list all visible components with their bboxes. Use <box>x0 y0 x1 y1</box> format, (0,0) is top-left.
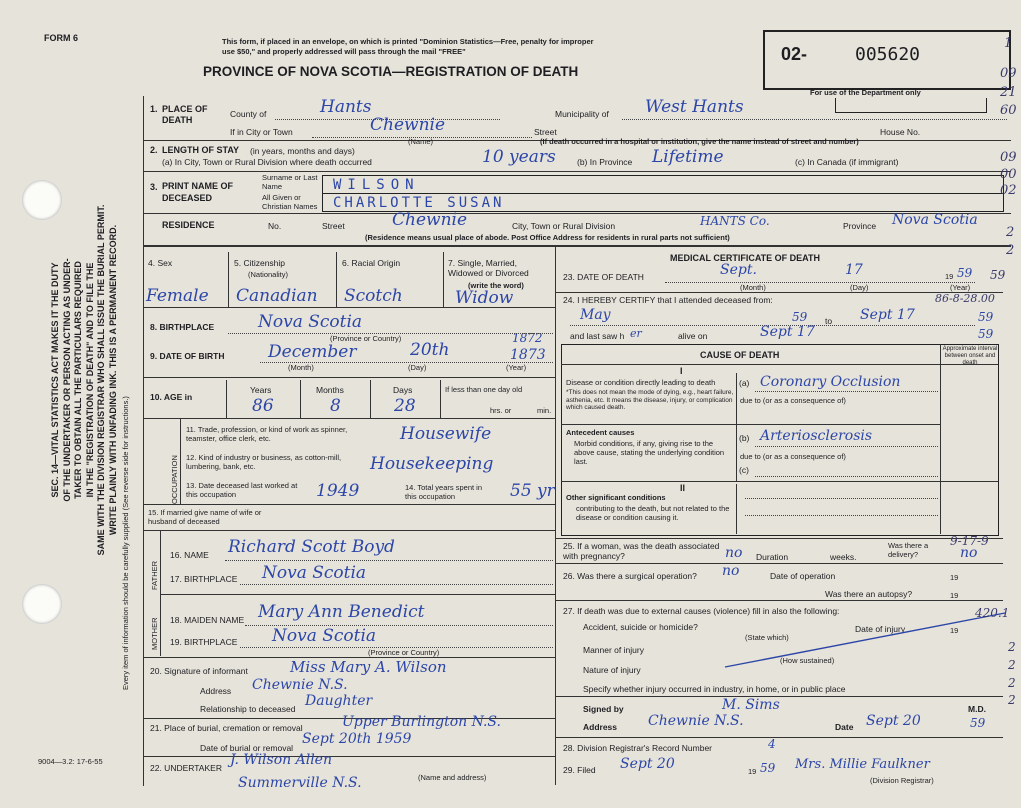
alive-year: 59 <box>978 327 994 341</box>
dob-month-caption: (Month) <box>288 363 314 372</box>
dob-month: December <box>268 342 357 362</box>
part-2-label: II <box>680 483 686 493</box>
stay-b-label: (b) In Province <box>577 157 633 167</box>
strike-line <box>720 605 1010 675</box>
min-label: min. <box>537 406 552 415</box>
residence-province-value: Nova Scotia <box>892 212 978 228</box>
c-label: (c) <box>739 465 749 475</box>
notice-line-5: SAME WITH THE DIVISION REGISTRAR WHO SHALL ISSUE THE BURIAL PERMIT. <box>96 204 106 556</box>
stay-units: (in years, months and days) <box>250 146 355 156</box>
marital-label: 7. Single, Married, Widowed or Divorced <box>448 258 529 278</box>
burial-label: 21. Place of burial, cremation or removal <box>150 723 303 733</box>
divider-2 <box>143 171 1011 172</box>
citizenship-value: Canadian <box>236 286 318 306</box>
cause-a: Coronary Occlusion <box>760 374 901 390</box>
racial-value: Scotch <box>344 286 403 306</box>
form-label: FORM 6 <box>44 33 79 43</box>
age-days: 28 <box>394 396 416 416</box>
part-1-label: I <box>680 366 683 376</box>
margin-code-10: 86-8-28.00 <box>935 292 995 305</box>
citizenship-label: 5. Citizenship <box>234 258 286 268</box>
stay-b-value: Lifetime <box>652 147 724 167</box>
place-label: PLACE OF DEATH <box>162 104 208 125</box>
registrar-caption: (Division Registrar) <box>870 776 934 785</box>
margin-code-16: 2 <box>1008 676 1016 690</box>
injury-year: 19 <box>950 626 959 635</box>
mother-birthplace-label: 19. BIRTHPLACE <box>170 637 238 647</box>
informant-sig-label: 20. Signature of informant <box>150 666 248 676</box>
last-saw-label: and last saw h <box>570 331 625 341</box>
hrs-label: hrs. or <box>490 406 512 415</box>
physician-date-label: Date <box>835 722 854 732</box>
last-worked-value: 1949 <box>316 481 360 501</box>
due-to-b: due to (or as a consequence of) <box>740 452 846 461</box>
margin-code-8: 2 <box>1006 225 1015 240</box>
birthplace-value: Nova Scotia <box>258 312 363 332</box>
item-2-num: 2. <box>150 145 158 155</box>
informant-address-label: Address <box>200 686 232 696</box>
reg-prefix: 02- <box>781 44 808 64</box>
md-label: M.D. <box>968 704 986 714</box>
months-label: Months <box>316 385 344 395</box>
physician-year: 59 <box>970 716 986 730</box>
attended-to: Sept 17 <box>860 307 915 323</box>
death-year-caption: (Year) <box>950 283 971 292</box>
residence-street-label: Street <box>322 221 345 231</box>
surname-box <box>322 175 1004 194</box>
delivery-label: Was there a delivery? <box>888 541 929 559</box>
notice-line-2: OF THE UNDERTAKER OR PERSON ACTING AS UNDER- <box>61 258 72 502</box>
residence-province-label: Province <box>843 221 877 231</box>
alive-date: Sept 17 <box>760 324 815 340</box>
stay-a-value: 10 years <box>482 147 556 167</box>
name-label: PRINT NAME OF DECEASED <box>162 181 233 203</box>
death-month: Sept. <box>720 262 757 278</box>
dob-year-caption: (Year) <box>506 363 527 372</box>
registration-number-box <box>763 30 1011 90</box>
county-value: Hants <box>320 97 372 117</box>
mother-name: Mary Ann Benedict <box>258 602 425 622</box>
how-sustained: (How sustained) <box>780 656 835 665</box>
name-caption: (Name) <box>408 137 434 146</box>
violence-label: 27. If death was due to external causes (violence) fill in also the following: <box>563 606 840 616</box>
undertaker-address: Summerville N.S. <box>238 775 362 791</box>
house-label: House No. <box>880 127 921 137</box>
last-worked-label: 13. Date deceased last worked at this occupation <box>186 481 298 499</box>
notice-line-6: WRITE PLAINLY WITH UNFADING INK. THIS IS A PERMANENT RECORD. <box>107 224 118 536</box>
margin-code-3: 21 <box>1000 85 1017 100</box>
dept-use-note: For use of the Department only <box>810 88 921 97</box>
birthplace-label: 8. BIRTHPLACE <box>150 322 215 332</box>
antecedent-small: Morbid conditions, if any, giving rise to the above cause, stating the underlying condition last. <box>574 439 725 466</box>
death-month-caption: (Month) <box>740 283 766 292</box>
autopsy-label: Was there an autopsy? <box>825 589 913 599</box>
municipality-value: West Hants <box>645 97 744 117</box>
death-day: 17 <box>845 262 863 278</box>
trade-value: Housewife <box>400 424 492 444</box>
filed-year: 59 <box>760 761 776 775</box>
write-word: (write the word) <box>468 281 524 290</box>
cause-b: Arteriosclerosis <box>760 428 873 444</box>
mother-side-label: MOTHER <box>150 617 159 650</box>
hospital-note: (If death occurred in a hospital or institution, give the name instead of street and number) <box>540 137 859 146</box>
notice-line-1: SEC. 14—VITAL STATISTICS ACT MAKES IT THE DUTY <box>50 262 60 498</box>
attended-from: May <box>580 307 611 323</box>
father-birthplace-label: 17. BIRTHPLACE <box>170 574 238 584</box>
registrar-name: Mrs. Millie Faulkner <box>795 757 930 772</box>
margin-code-15: 2 <box>1008 658 1016 672</box>
manner-label: Manner of injury <box>583 645 644 655</box>
form-code: 9004—3.2: 17-6-55 <box>38 757 103 766</box>
residence-no-label: No. <box>268 221 282 231</box>
days-label: Days <box>393 385 413 395</box>
filed-date: Sept 20 <box>620 756 675 772</box>
residence-division: HANTS Co. <box>700 214 770 228</box>
industry-value: Housekeeping <box>370 454 494 474</box>
death-year-prefix: 19 <box>945 272 954 281</box>
death-year: 59 <box>957 266 973 280</box>
street-label: Street <box>534 127 557 137</box>
dept-use-box <box>835 98 987 113</box>
age-months: 8 <box>330 396 341 416</box>
less-than-day: If less than one day old <box>445 385 523 394</box>
burial-place: Upper Burlington N.S. <box>342 714 501 730</box>
registrar-record-label: 28. Division Registrar's Record Number <box>563 743 713 753</box>
margin-code-1: 1 <box>1004 36 1013 51</box>
immediate-small: *This does not mean the mode of dying, e.g., heart failure, asthenia, etc. It means the disease, injury, or complication which caused death. <box>566 389 734 411</box>
surname-value: WILSON <box>333 177 420 193</box>
signed-label: Signed by <box>583 704 624 714</box>
other-small: contributing to the death, but not related to the disease or condition causing it. <box>576 504 730 522</box>
alive-on-label: alive on <box>678 331 708 341</box>
attended-to-year: 59 <box>978 310 994 324</box>
total-years-value: 55 yr <box>510 481 555 501</box>
relationship-label: Relationship to deceased <box>200 704 296 714</box>
nature-label: Nature of injury <box>583 665 641 675</box>
residence-street-value: Chewnie <box>392 210 468 230</box>
divider-3 <box>143 213 1011 214</box>
margin-code-6: 00 <box>1000 167 1017 182</box>
residence-city-label: City, Town or Rural Division <box>512 221 616 231</box>
attended-from-year: 59 <box>792 310 808 324</box>
surgery-value: no <box>722 563 740 579</box>
dob-day-caption: (Day) <box>408 363 427 372</box>
notice-line-4: IN THE "REGISTRATION OF DEATH" AND TO FILE THE <box>84 262 95 498</box>
main-left-border <box>143 96 144 786</box>
surname-label: Surname or Last Name <box>262 173 318 191</box>
margin-code-11: 59 <box>990 268 1006 282</box>
autopsy-year: 19 <box>950 591 959 600</box>
margin-code-12: 9-17-9 <box>950 534 989 548</box>
dob-year: 1873 <box>510 347 546 363</box>
reg-number: 005620 <box>855 44 921 65</box>
trade-label: 11. Trade, profession, or kind of work as spinner, teamster, office clerk, etc. <box>186 425 348 443</box>
burial-date: Sept 20th 1959 <box>302 731 412 747</box>
duration-label: Duration <box>756 552 789 562</box>
industry-label: 12. Kind of industry or business, as cotton-mill, lumbering, bank, etc. <box>186 453 342 471</box>
informant-signature: Miss Mary A. Wilson <box>290 658 447 676</box>
margin-code-9: 2 <box>1006 243 1015 258</box>
relationship-value: Daughter <box>305 693 373 709</box>
margin-code-17: 2 <box>1008 693 1016 707</box>
specify-label: Specify whether injury occurred in industry, in home, or in public place <box>583 684 846 694</box>
operation-year: 19 <box>950 573 959 582</box>
mother-name-label: 18. MAIDEN NAME <box>170 615 245 625</box>
physician-address-label: Address <box>583 722 618 732</box>
b-label: (b) <box>739 433 750 443</box>
medical-heading: MEDICAL CERTIFICATE OF DEATH <box>670 253 820 263</box>
sex-label: 4. Sex <box>148 258 173 268</box>
undertaker-caption: (Name and address) <box>418 773 487 782</box>
notice-line-3: TAKER TO OBTAIN ALL THE PARTICULARS REQUIRED <box>73 261 83 499</box>
death-day-caption: (Day) <box>850 283 869 292</box>
margin-code-7: 02 <box>1000 183 1017 198</box>
margin-code-2: 09 <box>1000 66 1017 81</box>
state-which: (State which) <box>745 633 789 642</box>
racial-label: 6. Racial Origin <box>342 258 401 268</box>
margin-code-13: 420.1 <box>975 606 1010 620</box>
physician-date: Sept 20 <box>866 713 921 729</box>
years-label: Years <box>250 385 272 395</box>
margin-code-4: 60 <box>1000 103 1017 118</box>
divider-4 <box>143 245 1011 247</box>
cause-heading: CAUSE OF DEATH <box>700 350 780 360</box>
city-value: Chewnie <box>370 115 446 135</box>
stay-c-label: (c) In Canada (if immigrant) <box>795 157 899 167</box>
physician-signature: M. Sims <box>722 697 780 713</box>
marital-value: Widow <box>455 288 514 308</box>
birth-note: 1872 <box>512 331 543 345</box>
margin-code-14: 2 <box>1008 640 1016 654</box>
father-birthplace: Nova Scotia <box>262 563 367 583</box>
physician-address: Chewnie N.S. <box>648 713 744 729</box>
father-side-label: FATHER <box>150 560 159 590</box>
undertaker-label: 22. UNDERTAKER <box>150 763 222 773</box>
mother-birthplace: Nova Scotia <box>272 626 377 646</box>
given-value: CHARLOTTE SUSAN <box>333 195 505 211</box>
city-label: If in City or Town <box>230 127 293 137</box>
age-years: 86 <box>252 396 274 416</box>
dob-label: 9. DATE OF BIRTH <box>150 351 225 361</box>
sex-value: Female <box>146 286 209 306</box>
informant-address: Chewnie N.S. <box>252 677 348 693</box>
immediate-label: Disease or condition directly leading to death <box>566 378 716 387</box>
mailing-note-2: use $50," and properly addressed will pass through the mail "FREE" <box>222 47 466 56</box>
delivery-value: no <box>960 545 978 561</box>
death-date-label: 23. DATE OF DEATH <box>563 272 644 282</box>
item-1-num: 1. <box>150 104 158 114</box>
father-name-label: 16. NAME <box>170 550 209 560</box>
registrar-record-number: 4 <box>768 737 776 751</box>
to-label: to <box>825 316 833 326</box>
pregnancy-label: 25. If a woman, was the death associated with pregnancy? <box>563 541 720 561</box>
interval-heading: Approximate interval between onset and death <box>942 346 998 366</box>
municipality-label: Municipality of <box>555 109 609 119</box>
given-label: All Given or Christian Names <box>262 193 318 211</box>
dob-day: 20th <box>410 340 450 360</box>
father-name: Richard Scott Boyd <box>228 537 395 557</box>
spouse-label: 15. If married give name of wife or husband of deceased <box>148 508 262 526</box>
mother-birthplace-caption: (Province or Country) <box>368 648 440 657</box>
other-label: Other significant conditions <box>566 493 666 502</box>
certify-label: 24. I HEREBY CERTIFY that I attended deceased from: <box>563 295 773 305</box>
total-years-label: 14. Total years spent in this occupation <box>405 483 482 501</box>
undertaker-name: J. Wilson Allen <box>230 752 332 768</box>
age-label: 10. AGE in <box>150 392 193 402</box>
center-divider <box>555 245 556 785</box>
weeks-label: weeks. <box>830 552 857 562</box>
antecedent-label: Antecedent causes <box>566 428 635 437</box>
county-label: County of <box>230 109 267 119</box>
burial-date-label: Date of burial or removal <box>200 743 294 753</box>
occupation-side-label: OCCUPATION <box>170 455 179 504</box>
nationality-caption: (Nationality) <box>248 270 289 279</box>
residence-note: (Residence means usual place of abode. Post Office Address for residents in rural parts not sufficient) <box>365 233 730 242</box>
page-title: PROVINCE OF NOVA SCOTIA—REGISTRATION OF DEATH <box>203 64 579 79</box>
last-saw-ink: er <box>630 327 642 340</box>
filed-label: 29. Filed <box>563 765 596 775</box>
stay-a-label: (a) In City, Town or Rural Division where death occurred <box>162 157 372 167</box>
mailing-note-1: This form, if placed in an envelope, on which is printed "Dominion Statistics—Free, penalty for improper <box>222 37 594 46</box>
injury-date-label: Date of injury <box>855 624 906 634</box>
residence-label: RESIDENCE <box>162 220 215 230</box>
birthplace-caption: (Province or Country) <box>330 334 402 343</box>
margin-code-5: 09 <box>1000 150 1017 165</box>
registration-form: FORM 6 This form, if placed in an envelope, on which is printed "Dominion Statistics—Free, penalty for improper use $50," and properly addressed will pass through the mail "FREE" PROVINCE OF NOVA SCOTIA—REGISTRATION OF DEATH 02- 005620 For use of the Department only SEC. 14—VITAL STATISTICS ACT MAKES IT THE DUTY OF THE UNDERTAKER OR PERSON ACTING AS UNDER- TAKER TO OBTAIN ALL THE PARTICULARS REQUIRED IN THE "REGISTRATION OF DEATH" AND TO FILE THE SAME WITH THE DIVISION REGISTRAR WHO SHALL ISSUE THE BURIAL PERMIT. WRITE PLAINLY WITH UNFADING INK. THIS IS A PERMANENT RECORD. Every item of information should be carefully supplied (See reverse side for instructions.) 9004—3.2: 17-6-55 1. PLACE OF DEATH County of Hants Municipality of West Hants If in City or Town Chewnie (Name) Street House No. (If death occurred in a hospital or institution, give the name instead of street and number) 2. LENGTH OF STAY (in years, months and days) (a) In City, Town or Rural Division where death occurred 10 years (b) In Province Lifetime (c) In Canada (if immigrant) 3. PRINT NAME OF DECEASED Surname or Last Name All Given or Christian Names WILSON CHARLOTTE SUSAN RESIDENCE No. Street Chewnie City, Town or Rural Division HANTS Co. Province Nova Scotia (Residence means usual place of abode. Post Office Address for residents in rural parts not sufficient) 4. Sex 5. Citizenship (Nationality) 6. Racial Origin 7. Single, Married, Widowed or Divorced (write the word) Female Canadian Scotch Widow 8. BIRTHPLACE Nova Scotia 1872 (Province or Country) 9. DATE OF BIRTH December 20th 1873 (Month) (Day) (Year) 10. AGE in Years Months Days 86 8 28 If less than one day old hrs. or min. OCCUPATION 11. Trade, profession, or kind of work as spinner, teamster, office clerk, etc. Housewife 12. Kind of industry or business, as cotton-mill, lumbering, bank, etc. Housekeeping 13. Date deceased last worked at this occupation 1949 14. Total years spent in this occupation 55 yr 15. If married give name of wife or husband of deceased FATHER MOTHER 16. NAME Richard Scott Boyd 17. BIRTHPLACE Nova Scotia 18. MAIDEN NAME Mary Ann Benedict 19. BIRTHPLACE Nova Scotia (Province or Country) 20. Signature of informant Miss Mary A. Wilson Address Chewnie N.S. Relationship to deceased Daughter 21. Place of burial, cremation or removal Upper Burlington N.S. Date of burial or removal Sept 20th 1959 22. UNDERTAKER J. Wilson Allen (Name and address) Summerville N.S. MEDICAL CERTIFICATE OF DEATH 23. DATE OF DEATH Sept. 17 19 59 (Month) (Day) (Year) 24. I HEREBY CERTIFY that I attended deceased from: May 59 to Sept 17 59 and last saw h er alive on Sept 17 59 CAUSE OF DEATH Approximate interval between onset and death I Disease or condition directly leading to death *This does not mean the mode of dying, e.g., heart failure, asthenia, etc. It means the disease, injury, or complication which caused death. (a) Coronary Occlusion due to (or as a consequence of) Antecedent causes Morbid conditions, if any, giving rise to the above cause, stating the underlying condition last. (b) Arteriosclerosis due to (or as a consequence of) (c) II Other significant conditions contributing to the death, but not related to the disease or condition causing it. 25. If a woman, was the death associated with pregnancy? no Duration weeks. Was there a delivery? no 26. Was there a surgical operation? no Date of operation 19 Was there an autopsy? 19 27. If death was due to external causes (violence) fill in also the following: Accident, suicide or homicide? (State which) Date of injury 19 Manner of injury (How sustained) Nature of injury Specify whether injury occurred in industry, in home, or in public place Signed by M. Sims M.D. Address Chewnie N.S. Date Sept 20 59 28. Division Registrar's Record Number 4 29. Filed Sept 20 19 59 Mrs. Millie Faulkner (Division Registrar) 1 09 21 60 09 00 02 2 2 86-8-28.00 59 9-17-9 420.1 2 2 2 2 <box>0 0 1021 808</box>
due-to-a: due to (or as a consequence of) <box>740 396 846 405</box>
stay-label: LENGTH OF STAY <box>162 145 240 155</box>
accident-label: Accident, suicide or homicide? <box>583 622 698 632</box>
pregnancy-value: no <box>725 545 743 561</box>
operation-date-label: Date of operation <box>770 571 836 581</box>
surgery-label: 26. Was there a surgical operation? <box>563 571 697 581</box>
item-3-num: 3. <box>150 182 158 192</box>
